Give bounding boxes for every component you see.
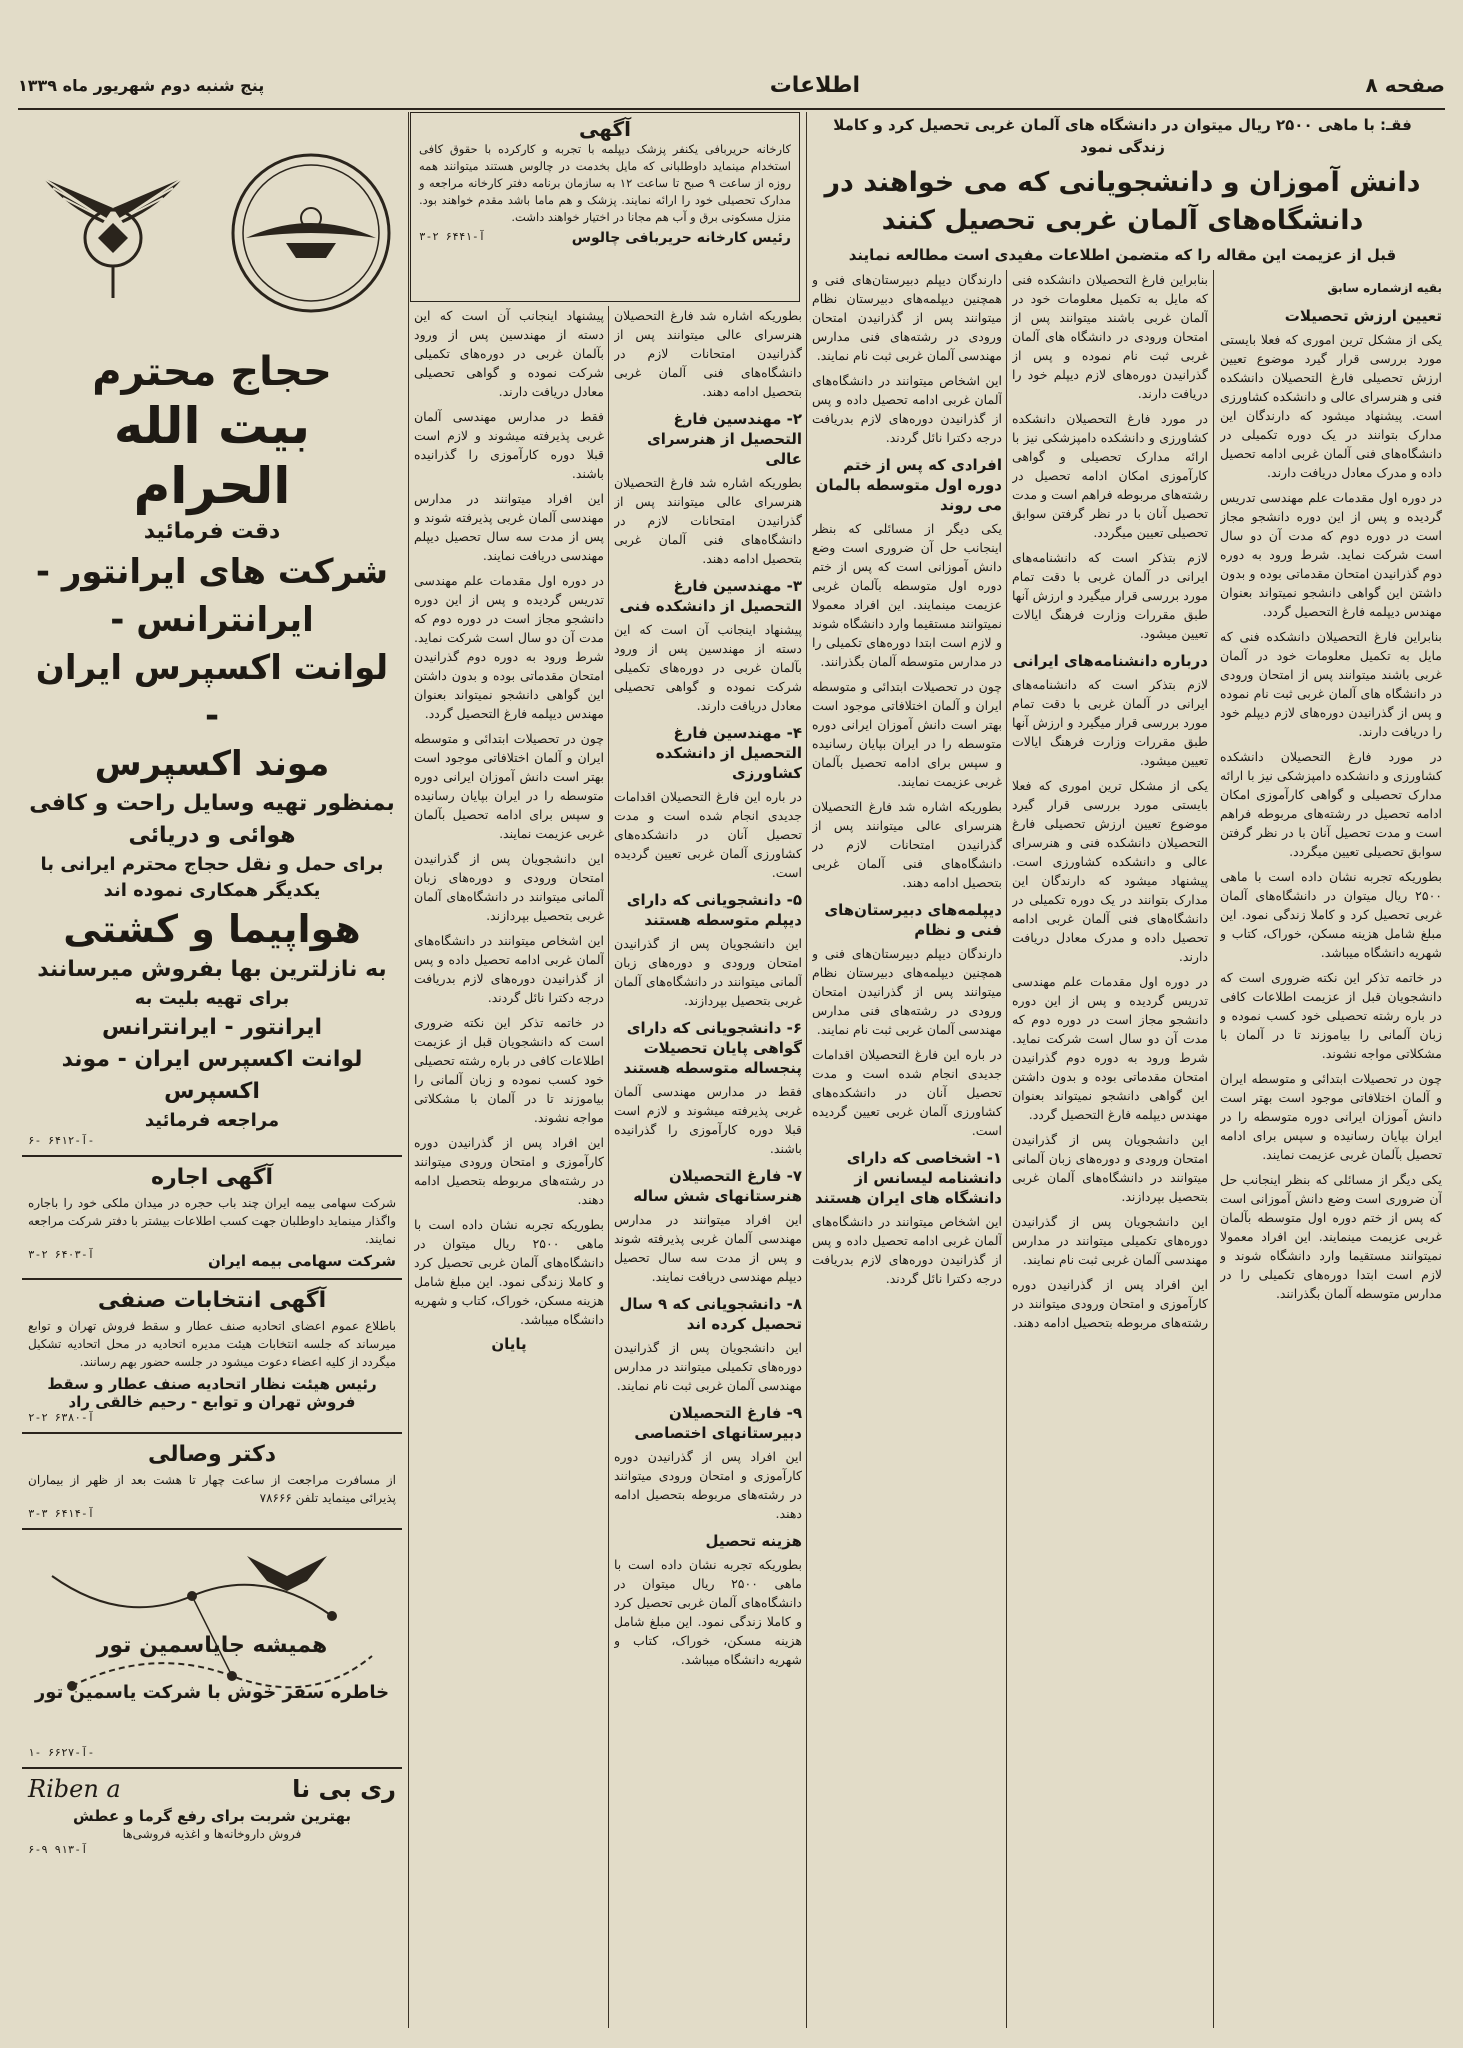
riben-ad-sub: فروش داروخانه‌ها و اغذیه فروشی‌ها xyxy=(122,1827,302,1841)
page-number: صفحه ۸ xyxy=(1365,73,1445,97)
factory-ad-text: کارخانه حریربافی یکنفر پزشک دیپلمه با تجربه و کارکرده با حقوق کافی استخدام مینماید داوطلبانی که مایل بخدمت در چالوس هستند میتوانند همه روزه از ساعت ۹ صبح تا ساعت ۱۲ به سازمان برنامه دفتر کارخانه مراجعه و مدارک تحصیلی خود را ارائه نمایند. پزشک و هم ماما باشد مقدم خواهند بود. منزل مسکونی برق و آب هم مجانا در اختیار خواهند داشت. xyxy=(419,142,791,224)
paragraph: چون در تحصیلات ابتدائی و متوسطه ایران و آلمان اختلافاتی موجود است بهتر است دانش آموزان ایرانی دوره متوسطه را در ایران بپایان رسانیده و سپس برای ادامه تحصیل بآلمان غربی عزیمت نمایند. xyxy=(812,679,1002,789)
advertisement-column xyxy=(22,112,402,2028)
subhead-art-school: ۲- مهندسین فارغ التحصیل از هنرسرای عالی xyxy=(646,410,802,468)
hajj-ad-line: لوانت اکسپرس ایران - موند اکسپرس xyxy=(61,1047,363,1104)
election-ad-signature: رئیس هیئت نظار اتحادیه صنف عطار و سقط فروش تهران و توابع - رحیم خالقی راد xyxy=(47,1375,377,1411)
paragraph: لازم بتذکر است که دانشنامه‌های ایرانی در آلمان غربی با دقت تمام مورد بررسی قرار میگیرد و ارزش آنها طبق مقررات وزارت فرهنگ ایالات تعیین میشود. xyxy=(1012,550,1208,641)
paragraph: این دانشجویان پس از گذرانیدن امتحان ورودی و دوره‌های زبان آلمانی میتوانند در دانشگاه‌های آلمان غربی بتحصیل بپردازند. xyxy=(614,936,802,1008)
subhead-license-holders: ۱- اشخاصی که دارای دانشنامه لیسانس از دانشگاه های ایران هستند xyxy=(814,1149,1002,1207)
paragraph: فقط در مدارس مهندسی آلمان غربی پذیرفته میشوند و لازم است قبلا دوره کارآموزی را گذرانیده باشند. xyxy=(414,409,604,481)
issue-date: پنج شنبه دوم شهریور ماه ۱۳۳۹ xyxy=(18,75,265,95)
subhead-middle-school: افرادی که پس از ختم دوره اول متوسطه بالمان می روند xyxy=(815,456,1002,514)
paragraph: بنابراین فارغ التحصیلان دانشکده فنی که مایل به تکمیل معلومات خود در آلمان غربی باشند میتوانند پس از امتحان ورودی در دانشگاه های آلمان غربی ثبت نام نموده و پس از گذرانیدن دوره‌های لازم دیپلم خود را دریافت دارند. xyxy=(1220,629,1442,739)
paragraph: بطوریکه تجربه نشان داده است با ماهی ۲۵۰۰ ریال میتوان در دانشگاه‌های آلمان غربی تحصیل کرد و کاملا زندگی نمود. این مبلغ شامل هزینه مسکن، خوراک، کتاب و شهریه دانشگاه میباشد. xyxy=(1220,869,1442,960)
hajj-ad-line: بمنظور تهیه وسایل راحت و کافی xyxy=(29,791,395,816)
paragraph: دارندگان دیپلم دبیرستان‌های فنی و همچنین دیپلمه‌های دبیرستان نظام میتوانند پس از گذرانیدن امتحان ورودی در رشته‌های فنی مدارس مهندسی آلمان غربی ثبت نام نمایند. xyxy=(812,272,1002,363)
newspaper-name: اطلاعات xyxy=(769,72,861,98)
paragraph: این دانشجویان پس از گذرانیدن امتحان ورودی و دوره‌های زبان آلمانی میتوانند در دانشگاه‌های آلمان غربی بتحصیل بپردازند. xyxy=(414,851,604,923)
paragraph: در خاتمه تذکر این نکته ضروری است که دانشجویان قبل از عزیمت اطلاعات کافی در باره رشته تحصیلی خود کسب نموده و زبان آلمانی را بیاموزند تا در آلمان با مشکلاتی مواجه نشوند. xyxy=(1220,970,1442,1061)
paragraph: این اشخاص میتوانند در دانشگاه‌های آلمان غربی ادامه تحصیل داده و پس از گذرانیدن دوره‌های لازم بدریافت درجه دکترا نائل گردند. xyxy=(812,373,1002,445)
subhead-agriculture: ۴- مهندسین فارغ التحصیل از دانشکده کشاورزی xyxy=(655,724,802,782)
hajj-ad-line: به نازلترین بها بفروش میرسانند xyxy=(37,957,387,982)
travel-ad xyxy=(22,1530,402,1769)
hajj-ad-line: بیت الله الحرام xyxy=(113,397,311,515)
column-rule xyxy=(608,306,609,2028)
hajj-ad-line: برای حمل و نقل حجاج محترم ایرانی با یکدیگر همکاری نموده اند xyxy=(40,854,384,901)
election-ad-title: آگهی انتخابات صنفی xyxy=(97,1288,327,1313)
paragraph: بطوریکه تجربه نشان داده است با ماهی ۲۵۰۰ ریال میتوان در دانشگاه‌های آلمان غربی تحصیل کرد و کاملا زندگی نمود. این مبلغ شامل هزینه مسکن، خوراک، کتاب و شهریه دانشگاه میباشد. xyxy=(614,1557,802,1667)
article-column-5 xyxy=(414,306,604,2028)
continued-note: بقیه ازشماره سابق xyxy=(1327,281,1442,295)
paragraph: فقط در مدارس مهندسی آلمان غربی پذیرفته میشوند و لازم است قبلا دوره کارآموزی را گذرانیده باشند. xyxy=(614,1084,802,1156)
ad-code: آ-۶۶۲۷ -۱- xyxy=(28,1746,95,1759)
riben-ad xyxy=(22,1769,402,1864)
paragraph: در دوره اول مقدمات علم مهندسی تدریس گردیده و پس از این دوره دانشجو مجاز است در دوره دوم که مدت آن دو سال است شرکت نماید. شرط ورود به دوره دوم گذرانیدن امتحان مقدماتی بوده و بدون داشتن این گواهی دانشجو نمیتواند بعنوان مهندس دیپلمه فارغ التحصیل گردد. xyxy=(1220,490,1442,619)
column-rule xyxy=(408,112,409,2028)
column-rule xyxy=(1213,270,1214,2028)
headline-main: دانش آموزان و دانشجویانی که می خواهند در دانشگاه‌های آلمان غربی تحصیل کنند xyxy=(824,167,1421,236)
subhead-iranian-diplomas: درباره دانشنامه‌های ایرانی xyxy=(1012,652,1208,670)
column-rule xyxy=(1006,270,1007,2028)
paragraph: این دانشجویان پس از گذرانیدن امتحان ورودی و دوره‌های زبان آلمانی میتوانند در دانشگاه‌های آلمان غربی بتحصیل بپردازند. xyxy=(1012,1132,1208,1204)
paragraph: در خاتمه تذکر این نکته ضروری است که دانشجویان قبل از عزیمت اطلاعات کافی در باره رشته تحصیلی خود کسب نموده و زبان آلمانی را بیاموزند تا در آلمان با مشکلاتی مواجه نشوند. xyxy=(414,1015,604,1125)
headline-deck: قبل از عزیمت این مقاله را که متضمن اطلاعات مفیدی است مطالعه نمایند xyxy=(848,246,1397,264)
paragraph: بطوریکه اشاره شد فارغ التحصیلان هنرسرای عالی میتوانند پس از گذرانیدن امتحانات لازم در دانشگاه‌های فنی آلمان غربی بتحصیل ادامه دهند. xyxy=(812,799,1002,890)
ad-code: آ-۹۱۳ ۹-۶ xyxy=(28,1843,88,1856)
headline-kicker: فقـ: با ماهی ۲۵۰۰ ریال میتوان در دانشگاه های آلمان غربی تحصیل کرد و کاملا زندگی نمود xyxy=(833,116,1412,156)
paragraph: در باره این فارغ التحصیلان اقدامات جدیدی انجام شده است و مدت تحصیل آنان در دانشکده‌های کشاورزی آلمان غربی تعیین گردیده است. xyxy=(812,1047,1002,1138)
paragraph: چون در تحصیلات ابتدائی و متوسطه ایران و آلمان اختلافاتی موجود است بهتر است دانش آموزان ایرانی دوره متوسطه را در ایران بپایان رسانیده و سپس برای ادامه تحصیل بآلمان غربی عزیمت نمایند. xyxy=(1220,1071,1442,1162)
hajj-ad-line: ایرانترانس - xyxy=(110,600,314,640)
rent-ad xyxy=(22,1157,402,1280)
paragraph: در مورد فارغ التحصیلان دانشکده کشاورزی و دانشکده دامپزشکی نیز با ارائه مدارک تحصیلی و گواهی کارآموزی امکان ادامه تحصیل در رشته‌های مربوطه فراهم است و مدت تحصیل آنان با در نظر گرفتن سوابق تحصیلی تعیین میگردد. xyxy=(1220,749,1442,859)
paragraph: یکی از مشکل ترین اموری که فعلا بایستی مورد بررسی قرار گیرد موضوع تعیین ارزش تحصیلی فارغ التحصیلان دانشکده فنی و هنرسرای عالی و دانشکده کشاورزی است. پیشنهاد میشود که دارندگان این مدارک بتوانند در یک دوره تکمیلی در دانشگاه‌های فنی آلمان غربی ادامه تحصیل داده و مدرک معادل دریافت دارند. xyxy=(1012,778,1208,964)
paragraph: یکی دیگر از مسائلی که بنظر اینجانب حل آن ضروری است وضع دانش آموزانی است که پس از ختم دوره اول متوسطه بآلمان غربی عزیمت مینمایند. این افراد معمولا نمیتوانند مستقیما وارد دانشگاه شوند و لازم است ابتدا دوره‌های تکمیلی را در مدارس متوسطه آلمان بگذرانند. xyxy=(812,521,1002,669)
article-column-2 xyxy=(1012,270,1208,2028)
hajj-ad-line: ایرانتور - ایرانترانس xyxy=(101,1015,323,1040)
hajj-ad-line: برای تهیه بلیت به xyxy=(134,988,290,1009)
rent-ad-title: آگهی اجاره xyxy=(150,1165,274,1190)
ad-code: آ-۶۴۱۴ ۳-۳ xyxy=(28,1507,95,1520)
subhead-engineering: ۳- مهندسین فارغ التحصیل از دانشکده فنی xyxy=(619,577,802,615)
article-column-4 xyxy=(614,306,802,2028)
riben-latin-name: Riben a xyxy=(28,1775,121,1803)
paragraph: چون در تحصیلات ابتدائی و متوسطه ایران و آلمان اختلافاتی موجود است بهتر است دانش آموزان ایرانی دوره متوسطه را در ایران بپایان رسانیده و سپس برای ادامه تحصیل بآلمان غربی عزیمت نمایند. xyxy=(414,731,604,841)
paragraph: این افراد پس از گذرانیدن دوره کارآموزی و امتحان ورودی میتوانند در رشته‌های مربوطه بتحصیل ادامه دهند. xyxy=(414,1135,604,1207)
paragraph: بطوریکه اشاره شد فارغ التحصیلان هنرسرای عالی میتوانند پس از گذرانیدن امتحانات لازم در دانشگاه‌های فنی آلمان غربی بتحصیل ادامه دهند. xyxy=(614,308,802,399)
hajj-ad-line: شرکت های ایرانتور - xyxy=(35,552,389,592)
riben-persian-name: ری بی نا xyxy=(292,1775,396,1803)
ad-code: آ-۶۴۱۲ -۶- xyxy=(28,1134,95,1147)
column-rule xyxy=(806,112,807,2028)
paragraph: یکی از مشکل ترین اموری که فعلا بایستی مورد بررسی قرار گیرد موضوع تعیین ارزش تحصیلی فارغ التحصیلان دانشکده فنی و هنرسرای عالی و دانشکده کشاورزی است. پیشنهاد میشود که دارندگان این مدارک بتوانند در یک دوره تکمیلی در دانشگاه‌های فنی آلمان غربی ادامه تحصیل داده و مدرک معادل دریافت دارند. xyxy=(1220,332,1442,480)
riben-ad-text: بهترین شربت برای رفع گرما و عطش xyxy=(73,1807,351,1825)
subhead-special-schools: ۹- فارغ التحصیلان دبیرستانهای اختصاصی xyxy=(634,1404,802,1442)
paragraph: لازم بتذکر است که دانشنامه‌های ایرانی در آلمان غربی با دقت تمام مورد بررسی قرار میگیرد و ارزش آنها طبق مقررات وزارت فرهنگ ایالات تعیین میشود. xyxy=(1012,677,1208,768)
paragraph: این افراد پس از گذرانیدن دوره کارآموزی و امتحان ورودی میتوانند در رشته‌های مربوطه بتحصیل ادامه دهند. xyxy=(1012,1277,1208,1330)
masthead xyxy=(18,62,1445,110)
doctor-ad-title: دکتر وصالی xyxy=(147,1442,277,1467)
paragraph: بنابراین فارغ التحصیلان دانشکده فنی که مایل به تکمیل معلومات خود در آلمان غربی باشند میتوانند پس از امتحان ورودی در دانشگاه های آلمان غربی ثبت نام نموده و پس از گذرانیدن دوره‌های لازم دیپلم خود را دریافت دارند. xyxy=(1012,272,1208,401)
headline-block xyxy=(810,114,1435,264)
article-end: پایان xyxy=(491,1335,527,1353)
paragraph: این دانشجویان پس از گذرانیدن دوره‌های تکمیلی میتوانند در مدارس مهندسی آلمان غربی ثبت نام نمایند. xyxy=(1012,1214,1208,1267)
election-ad-text: باطلاع عموم اعضای اتحادیه صنف عطار و سقط فروش تهران و توابع میرساند که جلسه انتخابات هیئت مدیره اتحادیه در محل اتحادیه تشکیل میگردد از کلیه اعضاء دعوت میشود در جلسه حضور بهم رسانند. xyxy=(28,1319,396,1369)
paragraph: این افراد میتوانند در مدارس مهندسی آلمان غربی پذیرفته شوند و پس از مدت سه سال تحصیل دیپلم مهندسی دریافت نمایند. xyxy=(414,491,604,563)
ad-code: آ-۶۴۴۱ ۲-۳ xyxy=(419,229,486,243)
paragraph: این افراد میتوانند در مدارس مهندسی آلمان غربی پذیرفته شوند و پس از مدت سه سال تحصیل دیپلم مهندسی دریافت نمایند. xyxy=(614,1212,802,1284)
paragraph: این افراد پس از گذرانیدن دوره کارآموزی و امتحان ورودی میتوانند در رشته‌های مربوطه بتحصیل ادامه دهند. xyxy=(614,1449,802,1521)
paragraph: این دانشجویان پس از گذرانیدن دوره‌های تکمیلی میتوانند در مدارس مهندسی آلمان غربی ثبت نام نمایند. xyxy=(614,1340,802,1393)
hajj-ad-line: موند اکسپرس xyxy=(94,744,330,784)
subhead-evaluation: تعیین ارزش تحصیلات xyxy=(1284,307,1442,325)
subhead-cost: هزینه تحصیل xyxy=(705,1532,802,1550)
hajj-ad-line: لوانت اکسپرس ایران - xyxy=(35,648,389,736)
paragraph: بطوریکه اشاره شد فارغ التحصیلان هنرسرای عالی میتوانند پس از گذرانیدن امتحانات لازم در دانشگاه‌های فنی آلمان غربی بتحصیل ادامه دهند. xyxy=(614,475,802,566)
travel-company-name: همیشه جایاسمین تور xyxy=(96,1633,328,1658)
subhead-five-year: ۶- دانشجویانی که دارای گواهی پایان تحصیلات پنجساله متوسطه هستند xyxy=(623,1019,802,1077)
hajj-ad-line: هوائی و دریائی xyxy=(128,823,296,848)
article-column-3 xyxy=(812,270,1002,2028)
factory-ad-title: آگهی xyxy=(579,117,631,141)
subhead-nine-year: ۸- دانشجویانی که ۹ سال تحصیل کرده اند xyxy=(619,1295,802,1333)
paragraph: یکی دیگر از مسائلی که بنظر اینجانب حل آن ضروری است وضع دانش آموزانی است که پس از ختم دوره اول متوسطه بآلمان غربی عزیمت مینمایند. این افراد معمولا نمیتوانند مستقیما وارد دانشگاه شوند و لازم است ابتدا دوره‌های تکمیلی را در مدارس متوسطه آلمان بگذرانند. xyxy=(1220,1172,1442,1301)
doctor-ad xyxy=(22,1434,402,1530)
factory-ad-signature: رئیس کارخانه حریربافی چالوس xyxy=(571,230,791,246)
paragraph: دارندگان دیپلم دبیرستان‌های فنی و همچنین دیپلمه‌های دبیرستان نظام میتوانند پس از گذرانیدن امتحان ورودی در رشته‌های فنی مدارس مهندسی آلمان غربی ثبت نام نمایند. xyxy=(812,946,1002,1037)
rent-ad-signature: شرکت سهامی بیمه ایران xyxy=(207,1252,396,1270)
election-ad xyxy=(22,1280,402,1434)
paragraph: در باره این فارغ التحصیلان اقدامات جدیدی انجام شده است و مدت تحصیل آنان در دانشکده‌های کشاورزی آلمان غربی تعیین گردیده است. xyxy=(614,789,802,880)
hajj-ad-line: دقت فرمائید xyxy=(143,519,281,544)
paragraph: پیشنهاد اینجانب آن است که این دسته از مهندسین پس از ورود بآلمان غربی در دوره‌های تکمیلی شرکت نموده و گواهی تحصیلی معادل دریافت دارند. xyxy=(414,308,604,399)
hajj-ad-line: حجاج محترم xyxy=(92,349,332,395)
hajj-ad-line: هواپیما و کشتی xyxy=(63,907,361,951)
subhead-technical-schools: دیپلمه‌های دبیرستان‌های فنی و نظام xyxy=(824,901,1002,939)
travel-tagline: خاطره سفر خوش با شرکت یاسمین تور xyxy=(34,1682,390,1703)
factory-ad xyxy=(410,112,800,302)
paragraph: در دوره اول مقدمات علم مهندسی تدریس گردیده و پس از این دوره دانشجو مجاز است در دوره دوم که مدت آن دو سال است شرکت نماید. شرط ورود به دوره دوم گذرانیدن امتحان مقدماتی بوده و بدون داشتن این گواهی دانشجو نمیتواند بعنوان مهندس دیپلمه فارغ التحصیل گردد. xyxy=(1012,974,1208,1122)
hajj-ad xyxy=(22,112,402,1157)
paragraph: بطوریکه تجربه نشان داده است با ماهی ۲۵۰۰ ریال میتوان در دانشگاه‌های آلمان غربی تحصیل کرد و کاملا زندگی نمود. این مبلغ شامل هزینه مسکن، خوراک، کتاب و شهریه دانشگاه میباشد. xyxy=(414,1217,604,1327)
paragraph: این اشخاص میتوانند در دانشگاه‌های آلمان غربی ادامه تحصیل داده و پس از گذرانیدن دوره‌های لازم بدریافت درجه دکترا نائل گردند. xyxy=(414,933,604,1005)
hajj-ad-line: مراجعه فرمائید xyxy=(144,1110,280,1131)
rent-ad-text: شرکت سهامی بیمه ایران چند باب حجره در میدان ملکی خود را باجاره واگذار مینماید داوطلبان جهت کسب اطلاعات بیشتر با دفتر شرکت مراجعه نمایند. xyxy=(28,1196,396,1246)
subhead-six-year: ۷- فارغ التحصیلان هنرستانهای شش ساله xyxy=(633,1167,802,1205)
subhead-high-school: ۵- دانشجویانی که دارای دیپلم متوسطه هستند xyxy=(626,891,802,929)
paragraph: در دوره اول مقدمات علم مهندسی تدریس گردیده و پس از این دوره دانشجو مجاز است در دوره دوم که مدت آن دو سال است شرکت نماید. شرط ورود به دوره دوم گذرانیدن امتحان مقدماتی بوده و بدون داشتن این گواهی دانشجو نمیتواند بعنوان مهندس دیپلمه فارغ التحصیل گردد. xyxy=(414,573,604,721)
paragraph: این اشخاص میتوانند در دانشگاه‌های آلمان غربی ادامه تحصیل داده و پس از گذرانیدن دوره‌های لازم بدریافت درجه دکترا نائل گردند. xyxy=(812,1214,1002,1286)
doctor-ad-text: از مسافرت مراجعت از ساعت چهار تا هشت بعد از ظهر از بیماران پذیرائی مینماید تلفن ۷۸۶۶۶ xyxy=(28,1473,396,1505)
paragraph: در مورد فارغ التحصیلان دانشکده کشاورزی و دانشکده دامپزشکی نیز با ارائه مدارک تحصیلی و گواهی کارآموزی امکان ادامه تحصیل در رشته‌های مربوطه فراهم است و مدت تحصیل آنان با در نظر گرفتن سوابق تحصیلی تعیین میگردد. xyxy=(1012,411,1208,540)
ad-code: آ-۶۴۰۳ ۲-۳ xyxy=(28,1248,95,1261)
paragraph: پیشنهاد اینجانب آن است که این دسته از مهندسین پس از ورود بآلمان غربی در دوره‌های تکمیلی شرکت نموده و گواهی تحصیلی معادل دریافت دارند. xyxy=(614,622,802,713)
article-column-1 xyxy=(1220,270,1442,2028)
winged-emblem-icon xyxy=(28,148,198,318)
airline-emblem-icon xyxy=(226,148,396,318)
ad-code: آ-۶۳۸۰ ۲-۲ xyxy=(28,1411,95,1424)
